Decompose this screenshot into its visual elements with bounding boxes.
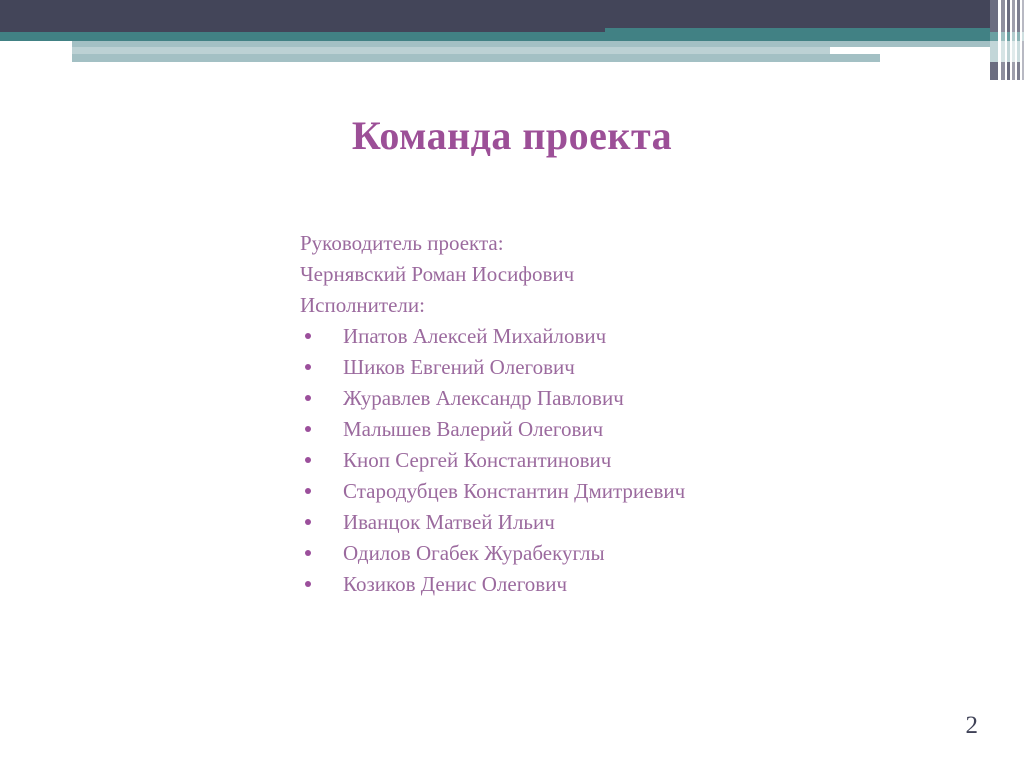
list-item xyxy=(300,476,770,507)
bullet-icon xyxy=(305,457,311,463)
team-member-name: Малышев Валерий Олегович xyxy=(343,417,604,441)
bullet-icon xyxy=(305,519,311,525)
team-member-name: Козиков Денис Олегович xyxy=(343,572,568,596)
content-body xyxy=(300,228,770,600)
lead-line-role: Руководитель проекта: xyxy=(300,231,504,255)
lead-line-manager-name: Чернявский Роман Иосифович xyxy=(300,262,575,286)
team-member-name: Стародубцев Константин Дмитриевич xyxy=(343,479,686,503)
list-item xyxy=(300,445,770,476)
list-item xyxy=(300,538,770,569)
team-member-name: Иванцок Матвей Ильич xyxy=(343,510,555,534)
page-number: 2 xyxy=(965,712,978,739)
page-title: Команда проекта xyxy=(351,112,673,158)
bullet-icon xyxy=(305,581,311,587)
list-item xyxy=(300,507,770,538)
header-decoration xyxy=(0,0,1024,80)
white-notch xyxy=(0,41,72,47)
vertical-stripe-pale xyxy=(990,41,998,62)
white-bar-4 xyxy=(575,62,1024,68)
list-item xyxy=(300,352,770,383)
bullet-icon xyxy=(305,426,311,432)
team-member-name: Ипатов Алексей Михайлович xyxy=(343,324,607,348)
team-member-name: Одилов Огабек Журабекуглы xyxy=(343,541,605,565)
bullet-icon xyxy=(305,333,311,339)
team-member-list xyxy=(300,321,770,600)
list-item xyxy=(300,383,770,414)
bullet-icon xyxy=(305,488,311,494)
vertical-stripe-teal xyxy=(990,32,998,41)
team-member-name: Шиков Евгений Олегович xyxy=(343,355,575,379)
vertical-stripe-pale xyxy=(1017,41,1020,62)
lead-line-performers: Исполнители: xyxy=(300,293,425,317)
bullet-icon xyxy=(305,364,311,370)
team-member-name: Журавлев Александр Павлович xyxy=(343,386,624,410)
bullet-icon xyxy=(305,550,311,556)
team-member-name: Кноп Сергей Константинович xyxy=(343,448,612,472)
bullet-icon xyxy=(305,395,311,401)
vertical-stripes-teal xyxy=(990,32,1024,62)
list-item xyxy=(300,569,770,600)
list-item xyxy=(300,321,770,352)
list-item xyxy=(300,414,770,445)
teal-band-extension xyxy=(605,28,1024,41)
